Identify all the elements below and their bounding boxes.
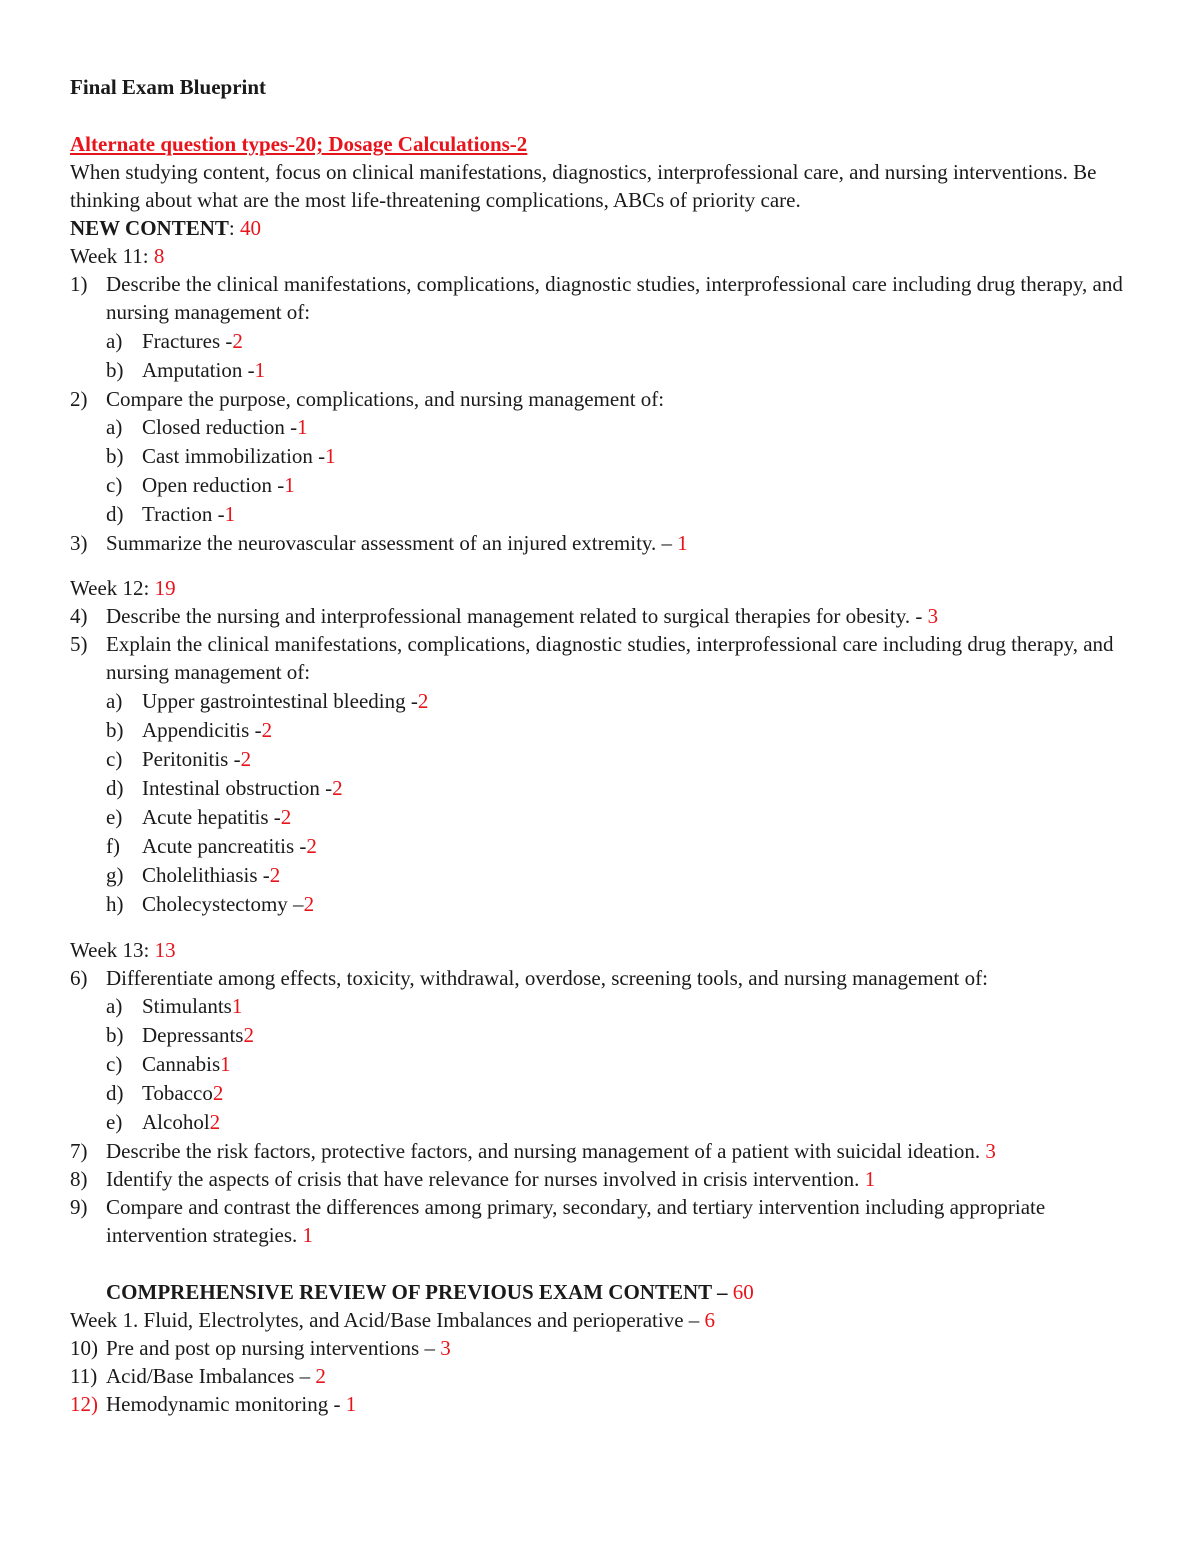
item-text: Identify the aspects of crisis that have relevance for nurses involved in crisis intervention. [106, 1167, 865, 1191]
sub-letter: e) [106, 805, 123, 829]
sub-text: Intestinal obstruction - [142, 776, 333, 800]
sub-text: Amputation - [142, 358, 255, 382]
sub-letter: b) [106, 444, 124, 468]
item-number: 6) [70, 966, 88, 990]
sub-letter: f) [106, 834, 120, 858]
sub-count: 1 [224, 502, 236, 526]
comprehensive-count: 60 [732, 1280, 754, 1304]
sub-count: 2 [261, 718, 273, 742]
item-count: 3 [927, 604, 939, 628]
item-text: Compare and contrast the differences among primary, secondary, and tertiary intervention including appropriate intervention strategies. [106, 1195, 1046, 1247]
sub-item [70, 861, 1140, 890]
item-text: Explain the clinical manifestations, complications, diagnostic studies, interprofessional care including drug therapy, and nursing management of: [106, 632, 1114, 684]
sub-letter: h) [106, 892, 124, 916]
sub-item [70, 832, 1140, 861]
sub-letter: d) [106, 1081, 124, 1105]
list-item [70, 1193, 1140, 1250]
item-text: Differentiate among effects, toxicity, withdrawal, overdose, screening tools, and nursing management of: [106, 966, 988, 990]
sub-text: Alcohol [142, 1110, 210, 1134]
sub-text: Cholelithiasis - [142, 863, 270, 887]
new-content-heading [70, 214, 1140, 242]
sub-item [70, 745, 1140, 774]
sub-item [70, 471, 1140, 500]
week-count: 19 [154, 576, 176, 600]
sub-letter: c) [106, 1052, 123, 1076]
sub-item [70, 687, 1140, 716]
sub-letter: a) [106, 689, 123, 713]
sub-count: 2 [306, 834, 317, 858]
sub-item [70, 1021, 1140, 1050]
item-count: 1 [677, 531, 688, 555]
sub-item [70, 716, 1140, 745]
sub-count: 2 [232, 329, 243, 353]
sub-text: Tobacco [142, 1081, 213, 1105]
comprehensive-heading [70, 1278, 1140, 1306]
item-count: 1 [345, 1392, 357, 1416]
sub-text: Cannabis [142, 1052, 221, 1076]
sub-item [70, 774, 1140, 803]
item-number: 2) [70, 387, 88, 411]
item-text: Hemodynamic monitoring - [106, 1392, 346, 1416]
comprehensive-label: COMPREHENSIVE REVIEW OF PREVIOUS EXAM CONTENT – [106, 1280, 733, 1304]
sub-text: Closed reduction - [142, 415, 298, 439]
sub-count: 2 [269, 863, 281, 887]
sub-letter: d) [106, 776, 124, 800]
sub-text: Open reduction - [142, 473, 285, 497]
week-12-heading [70, 574, 1140, 602]
sub-item [70, 413, 1140, 442]
item-count: 3 [985, 1139, 996, 1163]
new-content-sep: : [228, 216, 240, 240]
sub-count: 2 [243, 1023, 254, 1047]
sub-text: Acute hepatitis - [142, 805, 281, 829]
week-label: Week 13: [70, 938, 155, 962]
sub-count: 2 [280, 805, 292, 829]
list-item [70, 602, 1140, 630]
list-item [70, 1390, 1140, 1418]
sub-count: 2 [212, 1081, 224, 1105]
sub-letter: a) [106, 415, 123, 439]
week-1-heading [70, 1306, 1140, 1334]
week-11-heading [70, 242, 1140, 270]
sub-count: 1 [220, 1052, 231, 1076]
sub-item [70, 356, 1140, 385]
list-item [70, 270, 1140, 327]
item-text: Compare the purpose, complications, and nursing management of: [106, 387, 665, 411]
sub-letter: b) [106, 718, 124, 742]
sub-count: 1 [231, 994, 243, 1018]
sub-text: Cast immobilization - [142, 444, 326, 468]
item-number: 1) [70, 272, 88, 296]
sub-letter: c) [106, 747, 123, 771]
sub-count: 1 [284, 473, 295, 497]
item-count: 3 [440, 1336, 451, 1360]
sub-item [70, 992, 1140, 1021]
sub-letter: a) [106, 994, 123, 1018]
sub-item [70, 1079, 1140, 1108]
week-label: Week 1. Fluid, Electrolytes, and Acid/Base Imbalances and perioperative – [70, 1308, 705, 1332]
item-number: 5) [70, 632, 88, 656]
list-item [70, 1334, 1140, 1362]
sub-count: 2 [303, 892, 315, 916]
sub-letter: e) [106, 1110, 123, 1134]
sub-count: 2 [332, 776, 343, 800]
week-label: Week 11: [70, 244, 154, 268]
list-item [70, 1137, 1140, 1165]
sub-item [70, 1108, 1140, 1137]
item-number: 11) [70, 1364, 98, 1388]
intro-paragraph: When studying content, focus on clinical manifestations, diagnostics, interprofessional care, and nursing interventions. Be thinking about what are the most life-threatening complications, ABCs of priority care. [70, 160, 1097, 212]
sub-text: Acute pancreatitis - [142, 834, 307, 858]
week-count: 6 [704, 1308, 716, 1332]
sub-letter: c) [106, 473, 123, 497]
list-item [70, 385, 1140, 413]
sub-count: 2 [417, 689, 429, 713]
week-label: Week 12: [70, 576, 155, 600]
sub-letter: b) [106, 358, 124, 382]
list-item [70, 1362, 1140, 1390]
sub-count: 1 [254, 358, 266, 382]
sub-count: 2 [209, 1110, 221, 1134]
sub-text: Stimulants [142, 994, 232, 1018]
sub-letter: g) [106, 863, 124, 887]
sub-text: Appendicitis - [142, 718, 262, 742]
item-count: 1 [302, 1223, 314, 1247]
item-number: 3) [70, 531, 88, 555]
subtitle: Alternate question types-20; Dosage Calculations-2 [70, 132, 528, 156]
item-text: Describe the nursing and interprofessional management related to surgical therapies for obesity. - [106, 604, 928, 628]
sub-letter: d) [106, 502, 124, 526]
list-item [70, 1165, 1140, 1193]
sub-text: Fractures - [142, 329, 233, 353]
document-page [70, 73, 1140, 1418]
item-count: 2 [315, 1364, 326, 1388]
page-title: Final Exam Blueprint [70, 75, 267, 99]
sub-text: Depressants [142, 1023, 244, 1047]
list-item [70, 630, 1140, 687]
sub-item [70, 442, 1140, 471]
item-number: 10) [70, 1336, 98, 1360]
sub-letter: b) [106, 1023, 124, 1047]
list-item [70, 529, 1140, 557]
item-text: Acid/Base Imbalances – [106, 1364, 316, 1388]
sub-item [70, 500, 1140, 529]
item-number: 4) [70, 604, 88, 628]
sub-item [70, 327, 1140, 356]
item-text: Describe the clinical manifestations, complications, diagnostic studies, interprofessional care including drug therapy, and nursing management of: [106, 272, 1123, 324]
item-number: 12) [70, 1392, 98, 1416]
item-text: Describe the risk factors, protective factors, and nursing management of a patient with suicidal ideation. [106, 1139, 986, 1163]
item-count: 1 [864, 1167, 876, 1191]
sub-item [70, 1050, 1140, 1079]
sub-item [70, 803, 1140, 832]
sub-item [70, 890, 1140, 919]
sub-count: 1 [325, 444, 336, 468]
week-13-heading [70, 936, 1140, 964]
sub-text: Traction - [142, 502, 225, 526]
new-content-count: 40 [240, 216, 261, 240]
sub-text: Peritonitis - [142, 747, 241, 771]
week-count: 8 [153, 244, 165, 268]
sub-count: 1 [297, 415, 308, 439]
sub-letter: a) [106, 329, 123, 353]
item-text: Pre and post op nursing interventions – [106, 1336, 441, 1360]
item-number: 7) [70, 1139, 88, 1163]
item-text: Summarize the neurovascular assessment of an injured extremity. – [106, 531, 678, 555]
week-count: 13 [154, 938, 176, 962]
list-item [70, 964, 1140, 992]
item-number: 9) [70, 1195, 88, 1219]
sub-count: 2 [240, 747, 252, 771]
sub-text: Upper gastrointestinal bleeding - [142, 689, 418, 713]
new-content-label: NEW CONTENT [70, 216, 229, 240]
item-number: 8) [70, 1167, 88, 1191]
sub-text: Cholecystectomy – [142, 892, 304, 916]
